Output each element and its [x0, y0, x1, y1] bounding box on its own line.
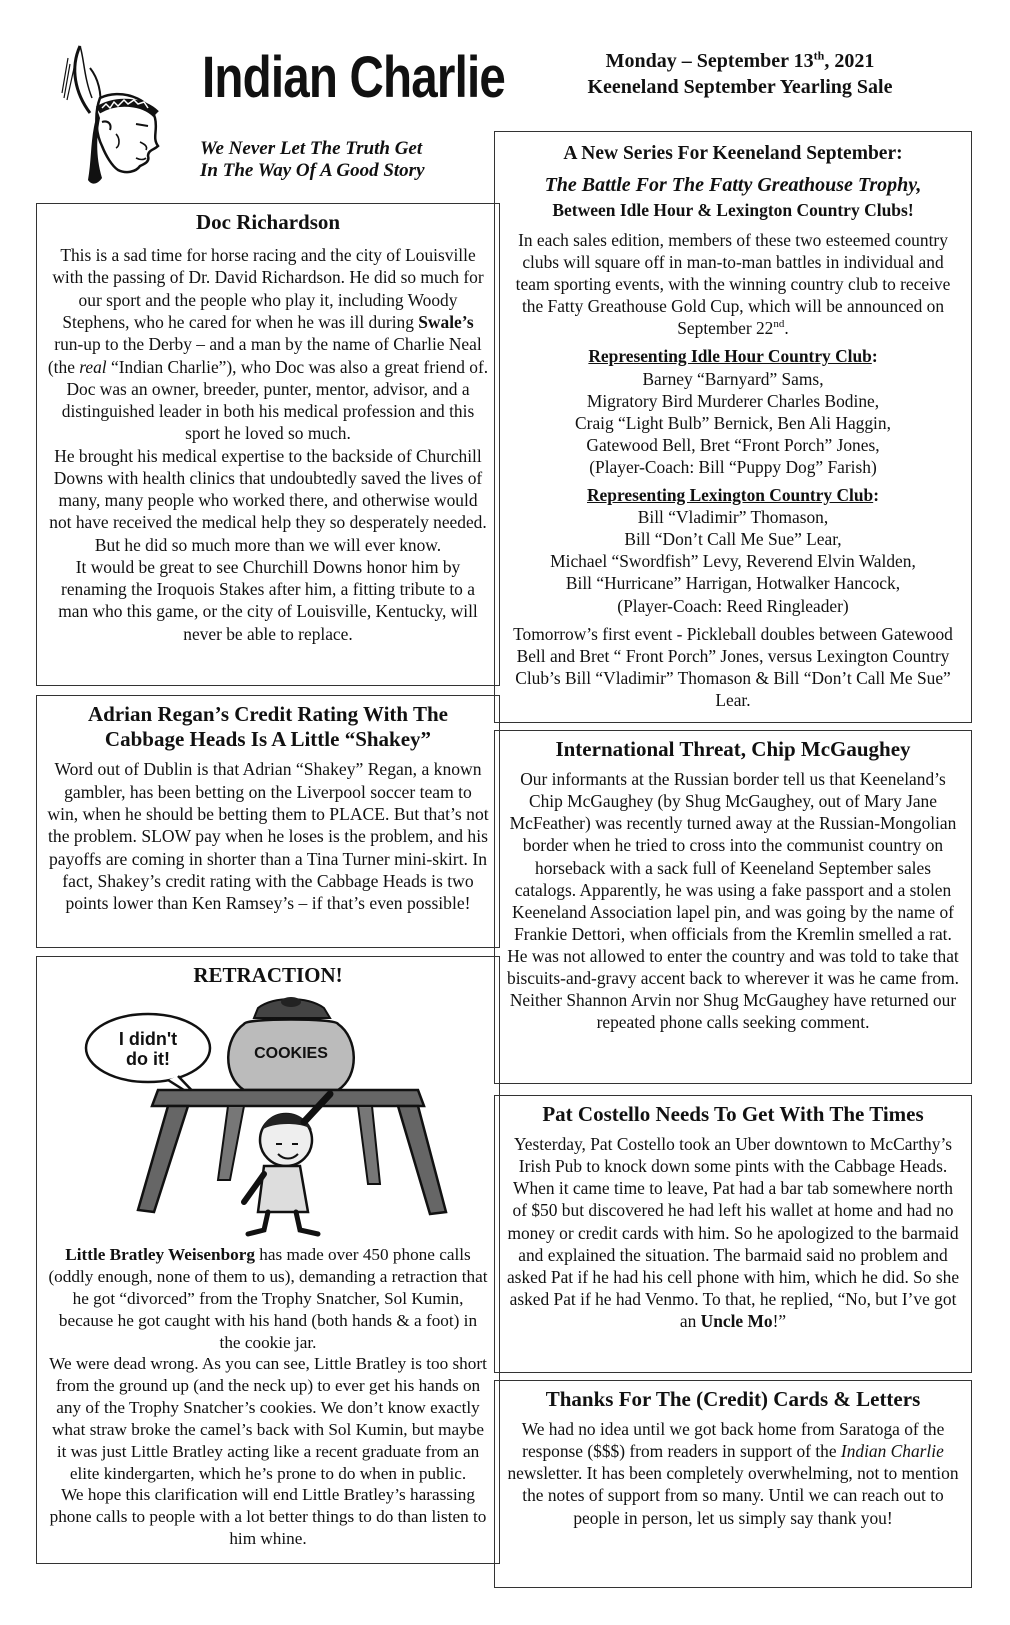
idle-hour-heading: Representing Idle Hour Country Club: — [588, 346, 878, 367]
article-title: Doc Richardson — [195, 210, 341, 234]
series-subtitle-2: Between Idle Hour & Lexington Country Clubs! — [552, 199, 914, 220]
article-title: A New Series For Keeneland September: — [563, 143, 903, 164]
cookie-jar-cartoon — [68, 990, 468, 1240]
dateline — [510, 48, 970, 100]
article-paragraph: But he did so much more than we will ever know. — [94, 534, 442, 555]
member-list-item: Migratory Bird Murderer Charles Bodine, — [586, 390, 880, 411]
speech-bubble-text-2: do it! — [126, 1049, 170, 1070]
member-list-item: Bill “Hurricane” Harrigan, Hotwalker Hancock, — [565, 573, 901, 594]
indian-head-logo-icon — [40, 38, 170, 188]
article-paragraph: Yesterday, Pat Costello took an Uber downtown to McCarthy’s Irish Pub to knock down some pints with the Cabbage Heads. When it came time to leave, Pat had a bar tab somewhere north of $50 but discovered he had left his wallet at home and had no money or credit cards with him. So he apologized to the barmaid and explained the situation. The barmaid said no problem and asked Pat if he had his cell phone with him, which he did. So she asked Pat if he had Venmo. To that, he replied, “No, but I’ve got an Uncle Mo!” — [506, 1134, 960, 1331]
jar-label: COOKIES — [254, 1045, 328, 1063]
article-retraction — [36, 956, 500, 1564]
article-paragraph: He brought his medical expertise to the backside of Churchill Downs with health clinics that undoubtedly saved the lives of many, many people who worked there, and otherwise would not have received the medical help they so desperately needed. — [49, 445, 487, 533]
member-list-item: (Player-Coach: Bill “Puppy Dog” Farish) — [589, 456, 877, 477]
issue-event: Keeneland September Yearling Sale — [587, 76, 893, 98]
article-paragraph: We hope this clarification will end Little Bratley’s harassing phone calls to people with a lot better things to do than listen to him whine. — [49, 1485, 487, 1549]
article-paragraph: We were dead wrong. As you can see, Little Bratley is too short from the ground up (and the neck up) to ever get his hands on any of the Trophy Snatcher’s cookies. We don’t know exactly what straw broke the camel’s back with Sol Kumin, but maybe it was just Little Bratley acting like a recent graduate from an elite kindergarten, which he’s prone to do when in public. — [49, 1354, 487, 1483]
article-doc-richardson — [36, 203, 500, 686]
member-list-item: Gatewood Bell, Bret “Front Porch” Jones, — [586, 434, 880, 455]
member-list-item: (Player-Coach: Reed Ringleader) — [617, 595, 849, 616]
article-paragraph: Doc was an owner, breeder, punter, mentor, advisor, and a distinguished leader in both his medical profession and this sport he loved so much. — [61, 378, 475, 444]
article-new-series — [494, 131, 972, 723]
article-title: International Threat, Chip McGaughey — [555, 737, 911, 761]
member-list-item: Bill “Don’t Call Me Sue” Lear, — [624, 529, 842, 550]
article-title: Pat Costello Needs To Get With The Times — [542, 1102, 924, 1126]
article-paragraph: It would be great to see Churchill Downs honor him by renaming the Iroquois Stakes after him, a fitting tribute to a man who this game, or the city of Louisville, Kentucky, will never be able to replace. — [58, 556, 478, 644]
article-adrian-regan — [36, 695, 500, 948]
article-paragraph: Our informants at the Russian border tell us that Keeneland’s Chip McGaughey (by Shug McGaughey, out of Mary Jane McFeather) was recently turned away at the Russian-Mongolian border when he tried to cross into the communist country on horseback with a sack full of Keeneland September sales catalogs. Apparently, he was using a fake passport and a stolen Keeneland Association lapel pin, and was going by the name of Frankie Dettori, when officials from the Kremlin smelled a rat. He was not allowed to enter the country and was told to take that biscuits-and-gravy accent back to wherever it was he came from. — [507, 769, 959, 989]
article-title: Adrian Regan’s Credit Rating With The Cabbage Heads Is A Little “Shakey” — [88, 702, 448, 752]
masthead-title: Indian Charlie — [202, 45, 506, 110]
tagline-line-1: We Never Let The Truth Get — [200, 138, 423, 159]
series-intro: In each sales edition, members of these two esteemed country clubs will square off in man-to-man battles in individual and team sporting events, with the winning country club to receive the Fatty Greathouse Gold Cup, which will be announced on September 22nd. — [515, 230, 951, 339]
series-closing: Tomorrow’s first event - Pickleball doubles between Gatewood Bell and Bret “ Front Porch” Jones, versus Lexington Country Club’s Bill “Vladimir” Thomason & Bill “Don’t Call Me Sue” Lear. — [513, 623, 953, 710]
lexington-members — [505, 506, 961, 616]
article-title: Thanks For The (Credit) Cards & Letters — [545, 1387, 921, 1411]
article-international-threat — [494, 730, 972, 1084]
series-subtitle: The Battle For The Fatty Greathouse Trophy, — [544, 174, 922, 197]
lexington-heading: Representing Lexington Country Club: — [587, 485, 879, 506]
speech-bubble-text-1: I didn't — [118, 1029, 178, 1050]
article-title: RETRACTION! — [193, 963, 343, 987]
article-paragraph: Little Bratley Weisenborg has made over 450 phone calls (oddly enough, none of them to us), demanding a retraction that he got “divorced” from the Trophy Snatcher, Sol Kumin, because he got caught with his hand (both hands & a foot) in the cookie jar. — [48, 1245, 488, 1352]
masthead — [40, 38, 506, 198]
member-list-item: Barney “Barnyard” Sams, — [642, 368, 824, 389]
article-paragraph: This is a sad time for horse racing and the city of Louisville with the passing of Dr. David Richardson. He did so much for our sport and the people who play it, including Woody Stephens, who he cared for when he was ill during Swale’s run-up to the Derby – and a man by the name of Charlie Neal (the real “Indian Charlie”), who Doc was also a great friend of. — [47, 245, 489, 377]
member-list-item: Michael “Swordfish” Levy, Reverend Elvin Walden, — [550, 551, 916, 572]
member-list-item: Craig “Light Bulb” Bernick, Ben Ali Haggin, — [575, 412, 891, 433]
article-paragraph: We had no idea until we got back home from Saratoga of the response ($$$) from readers in support of the Indian Charlie newsletter. It has been completely overwhelming, not to mention the notes of support from so many. Until we can reach out to people in person, let us simply say thank you! — [507, 1419, 959, 1528]
issue-date: Monday – September 13th, 2021 — [605, 48, 875, 72]
tagline-line-2: In The Way Of A Good Story — [200, 159, 425, 181]
masthead-tagline — [200, 138, 425, 182]
article-paragraph: Word out of Dublin is that Adrian “Shakey” Regan, a known gambler, has been betting on the Liverpool soccer team to win, when he should be betting them to PLACE. But that’s not the problem. SLOW pay when he loses is the problem, and his payoffs are coming in shorter than a Tina Turner mini-skirt. In fact, Shakey’s credit rating with the Cabbage Heads is two points lower than Ken Ramsey’s – if that’s even possible! — [47, 759, 489, 914]
article-paragraph: Neither Shannon Arvin nor Shug McGaughey have returned our repeated phone calls seeking comment. — [509, 990, 957, 1033]
article-thanks — [494, 1380, 972, 1588]
member-list-item: Bill “Vladimir” Thomason, — [637, 507, 829, 528]
article-pat-costello — [494, 1095, 972, 1373]
idle-hour-members — [505, 368, 961, 478]
